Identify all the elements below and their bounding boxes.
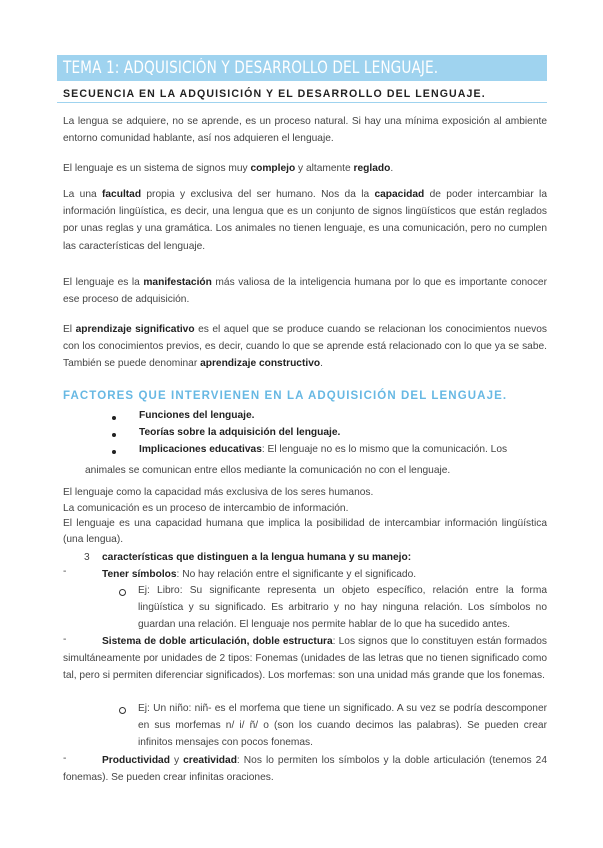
paragraph-5 [63, 321, 547, 373]
bullet-dot [112, 450, 116, 454]
p2-text-a: El lenguaje es un sistema de signos muy [63, 163, 251, 174]
subtitle-row [57, 86, 547, 103]
dash-3-bold-productividad: Productividad [102, 755, 170, 766]
dash-marker: - [63, 634, 67, 645]
bullet-item-2 [139, 424, 340, 441]
sub-item-1: Ej: Libro: Su significante representa un objeto específico, relación entre la forma lingüística y su significado. Es arbitrario y no hay ninguna relación. Los símbolos no guardan una relación. El lenguaje nos permite hablar de lo que ha sucedido antes. [138, 585, 547, 630]
sub-item-2: Ej: Un niño: niñ- es el morfema que tiene un significado. A su vez se podría descomponer en sus morfemas n/ i/ ñ/ o (son los cuando decimos las palabras). Se pueden crear infinitos mensajes con pocos fonemas. [138, 703, 547, 748]
bullet-1-bold: Funciones del lenguaje. [139, 410, 255, 421]
p4-text-a: El lenguaje es la [63, 277, 144, 288]
p4-bold-manifestacion: manifestación [143, 277, 212, 288]
p5-bold-aprendizaje-significativo: aprendizaje significativo [75, 324, 195, 335]
numbered-item-bold: características que distinguen a la lengua humana y su manejo: [102, 552, 412, 563]
p5-bold-aprendizaje-constructivo: aprendizaje constructivo [200, 358, 321, 370]
p2-text-c: y altamente [295, 163, 354, 174]
section-subtitle: SECUENCIA EN LA ADQUISICIÓN Y EL DESARROLLO DEL LENGUAJE. [63, 88, 486, 100]
p5-text-a: El [63, 324, 76, 335]
paragraph-3 [63, 186, 547, 255]
p4-text-c: más valiosa de la inteligencia humana por lo que es importante conocer ese proceso de adquisición. [63, 277, 547, 306]
bullet-dot [112, 433, 116, 437]
p2-bold-reglado: reglado [353, 163, 391, 174]
sub-bullet-circle [119, 589, 126, 596]
page-title: TEMA 1: ADQUISICIÓN Y DESARROLLO DEL LENGUAJE. [63, 58, 439, 77]
dash-3-bold-creatividad: creatividad [183, 755, 237, 766]
p3-bold-capacidad: capacidad [374, 189, 425, 200]
dash-item-2 [63, 634, 547, 684]
dash-item-1 [102, 566, 416, 583]
dash-marker: - [63, 566, 67, 577]
p5-text-c: es el aquel que se produce cuando se relacionan los conocimientos nuevos con los conocimientos previos, es decir, cuando lo que se aprende está relacionado con lo que ya se sabe. También se puede denominar [63, 324, 548, 370]
p2-text-e: . [390, 163, 394, 174]
dash-3-rest: : Nos lo permiten los símbolos y la doble articulación (tenemos 24 fonemas). Se pueden crear infinitas oraciones. [63, 755, 547, 783]
paragraph-4 [63, 274, 547, 308]
dash-1-rest: : No hay relación entre el significante y el significado. [176, 569, 417, 580]
dash-3-mid: y [169, 755, 184, 766]
p2-bold-complejo: complejo [250, 163, 296, 174]
title-banner [57, 55, 547, 81]
dash-1-bold: Tener símbolos [102, 569, 177, 580]
factors-heading: FACTORES QUE INTERVIENEN EN LA ADQUISICIÓN DEL LENGUAJE. [63, 390, 508, 402]
numbered-item-number: 3 [84, 552, 90, 563]
numbered-item-text [102, 549, 411, 566]
paragraph-1: La lengua se adquiere, no se aprende, es un proceso natural. Si hay una mínima exposición al ambiente entorno comunidad hablante, así nos adquieren el lenguaje. [63, 116, 547, 145]
dash-marker: - [63, 753, 67, 764]
dash-2-rest: : Los signos que lo constituyen están formados simultáneamente por unidades de 2 tipos: Fonemas (unidades de las letras que no tienen significado como tal, pero si permiten diferenciar significados). Los morfemas: son una unidad más grande que los fonemas. [63, 636, 547, 681]
p3-text-a: La una [63, 189, 102, 200]
p3-text-c: propia y exclusiva del ser humano. Nos da la [141, 189, 375, 200]
dash-item-3 [63, 753, 547, 787]
bullet-item-1 [139, 407, 254, 424]
paragraph-2 [63, 160, 547, 177]
p3-bold-facultad: facultad [102, 189, 142, 200]
line-3: El lenguaje es una capacidad humana que implica la posibilidad de intercambiar información lingüística (una lengua). [63, 518, 547, 545]
line-1: El lenguaje como la capacidad más exclusiva de los seres humanos. [63, 487, 374, 498]
bullet-3-bold: Implicaciones educativas [139, 444, 262, 455]
bullet-3-continuation: animales se comunican entre ellos mediante la comunicación no con el lenguaje. [85, 465, 451, 476]
bullet-2-bold: Teorías sobre la adquisición del lenguaje. [139, 427, 341, 438]
bullet-3-rest: : El lenguaje no es lo mismo que la comunicación. Los [261, 444, 508, 455]
bullet-dot [112, 416, 116, 420]
dash-2-bold: Sistema de doble articulación, doble estructura [102, 636, 333, 647]
p5-text-e: . [320, 358, 323, 370]
line-2: La comunicación es un proceso de intercambio de información. [63, 503, 349, 514]
bullet-item-3 [139, 441, 547, 458]
sub-bullet-circle [119, 707, 126, 714]
p3-text-e: de poder intercambiar la información lingüística, es decir, una lengua que es un conjunto de signos lingüísticos que están reglados por unas reglas y una gramática. Los animales no tienen lenguaje, es una comunicación, pero no cumplen las características del lenguaje. [63, 189, 547, 252]
